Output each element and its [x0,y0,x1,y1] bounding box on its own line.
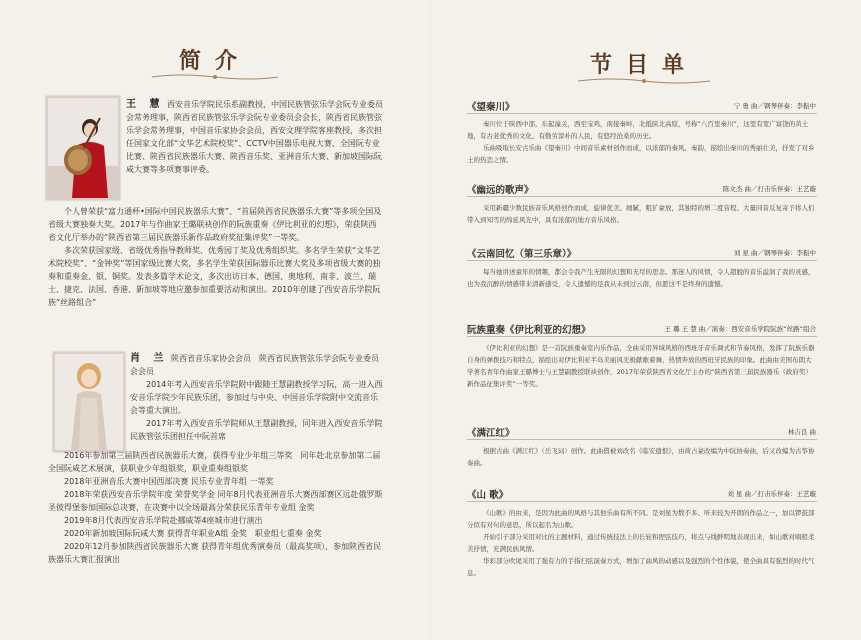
award-item: 2016年参加第三届陕西省民族器乐大赛，获得专业少年组三等奖 同年赴北京参加第二届全国阮咸艺术展演，获职业少年组银奖，职业重奏组银奖 [48,451,381,473]
desc-paragraph: 乐曲吸取长安古乐曲《望秦川》中间音乐素材创作而成，以浓郁的秦风、秦韵，描绘出秦川的秀丽壮美，抒发了对乡土的热恋之情。 [467,144,815,164]
program-item-desc [467,445,817,469]
award-item: 2020年12月参加陕西省民族器乐大赛 获得青年组优秀演奏员（最高奖项），参加陕西省民族器乐大赛汇报演出 [48,542,382,564]
divider [467,260,817,261]
program-item-credit: 宁 勇 曲／钢琴伴奏：李振中 [733,102,816,110]
award-item: 2020年新加坡国际阮咸大赛 获得青年职业A组 金奖 职业组七重奏 金奖 [64,529,322,538]
xiao-lan-bio-head [130,352,384,443]
xiao-lan-photo [53,352,125,452]
program-item-title: 《云南回忆（第三乐章）》 [467,249,577,260]
program-item-credit: 刘 星 曲／钢琴伴奏：李振中 [733,249,816,257]
desc-paragraph: 根据古曲《满江红》（岳飞词）创作。此曲借被刘改名《临安遗恨》，由荷占豪改编为中阮协奏曲，后又改编为古筝协奏曲。 [467,447,815,467]
wang-hui-name: 王 慧 [126,99,165,110]
program-item-desc [467,266,817,290]
program-item-credit: 陈文杰 曲／打击乐伴奏：王艺璇 [722,185,816,193]
award-item: 2019年8月代表西安音乐学院赴挪威等4座城市进行演出 [64,516,263,525]
divider [467,196,817,197]
desc-paragraph: 开始引子部分采用对比的主题材料，通过传统技法上的长轮和捏弦技巧，将点与线鲜明地表现出来，如山歌对唱般柔美抒情，充满民族风情。 [467,533,815,553]
award-item: 2018年荣获西安音乐学院年度 荣誉奖学金 同年8月代表亚洲音乐大赛西部赛区远赴俄罗斯圣彼得堡参加国际总决赛，在决赛中以全场最高分荣获民乐青年专业组 金奖 [48,490,383,512]
wang-hui-bio-body [48,205,384,309]
program-item-desc [467,342,817,390]
divider [467,501,817,502]
program-item-title: 《望秦川》 [467,102,515,113]
program-item-credit: 林吉良 曲 [787,428,816,436]
intro-heading: 简介 [178,48,251,74]
right-page [431,0,861,640]
program-item-title: 《满江红》 [467,428,515,439]
program-heading: 节目单 [589,52,698,78]
divider [467,439,817,440]
program-item-title: 《幽远的歌声》 [467,185,534,196]
program-item-credit: 王 璐 王 慧 曲／演奏：西安音乐学院阮族“丝路”组合 [664,325,816,333]
desc-paragraph: 秦川位于陕西中部，东起潼关，西至宝鸡，南接秦岭，北抵陕北高原，号称“八百里秦川”，这里有宽广富饶的黄土地，有古老优秀的文化，有勤劳淳朴的人民，有悠经沧桑的历史。 [467,120,809,140]
program-item-desc [467,202,817,226]
desc-paragraph: 《山歌》的由来，是因为此曲的风格与其他乐曲有所不同。是刘星为数不多、听来较为开朗的作品之一，加以锣鼓部分似有对句的意思，所以起名为山歌。 [467,509,815,529]
xiao-lan-bio-p3: 2017年考入西安音乐学院师从王慧副教授，同年进入西安音乐学院民族管弦乐团担任中阮首席 [130,419,383,441]
divider [467,336,817,337]
wang-hui-bio-p2: 个人曾荣获“富力通杯•国际中国民族器乐大赛”、“首届陕西省民族器乐大赛”等多项全国及省级大赛独奏大奖。2017年与作曲家王璐联袂创作的阮族重奏《伊比利亚的幻想》，荣获陕西省文化厅举办的“陕西省第三届民族器乐新作品政府奖征集评奖”一等奖。 [48,207,382,242]
left-page [0,0,430,640]
desc-paragraph: 《伊比利亚的幻想》是一首阮族重奏室内乐作品，全曲采用异域风格的西班牙音乐调式和节奏风格，发挥了阮族乐器自身的弹拨技巧和特点，描绘出对伊比利亚半岛美丽风光极献歌着舞，热情奔放的西班牙民族的印象。此曲由美国布朗大学著名青年作曲家王璐博士与王慧副教授联袂创作，2017年荣获陕西省文化厅主办的“陕西省第三届民族器乐（政府奖）新作品征集评奖”一等奖。 [467,344,815,388]
program-item-title: 《山 歌》 [467,490,509,501]
xiao-lan-awards [48,449,384,566]
desc-paragraph: 采用新疆少数民族音乐风格创作而成，旋律优美、细腻，粗犷豪放，其独特的增二度音程、大量同音反复寄予将人们带入到知雪的绵延风光中，具有浓郁的地方音乐风格。 [467,204,815,224]
award-item: 2018年亚洲音乐大赛中国西部决赛 民乐专业青年组 一等奖 [64,477,274,486]
divider [467,113,817,114]
program-item-credit: 刘 星 曲／打击乐伴奏：王艺璇 [727,490,816,498]
desc-paragraph: 华彩部分吹尾采用了强有力的手指扫弦演奏方式，增加了曲风的动感以及强烈的个性体貌，使全曲具有强烈的时代气息。 [467,557,815,577]
wang-hui-bio-p3: 多次荣获国家级、省级优秀指导教师奖、优秀园丁奖及优秀组织奖。多名学生荣获“文华艺术院校奖”、“金钟奖”等国家级比赛大奖，多名学生荣获国际器乐比赛大奖及多项省级大赛的独奏和重奏金、银、铜奖。发表多篇学术论文，多次出访日本、德国、奥地利、南非、波兰、瑞士、捷克、法国、香港、新加坡等地应邀参加重要活动和演出。2010年创建了西安音乐学院阮族“丝路组合” [48,246,381,307]
wang-hui-bio-p1: 西安音乐学院民乐系副教授，中国民族管弦乐学会阮专业委员会常务理事，陕西省民族管弦乐学会阮专业委员会会长，陕西省民族管弦乐学会常务理事，中国音乐家协会会员，西安文理学院客座教授，多次担任国家文化部“文华艺术院校奖”、CCTV中国器乐电视大赛、全国阮专业比赛、陕西省民族器乐大赛、陕西音乐奖、亚洲音乐大赛、新加坡国际阮咸大赛等多项赛事评委。 [126,100,384,174]
xiao-lan-bio-p2: 2014年考入西安音乐学院附中跟随王慧副教授学习阮，高一进入西安音乐学院少年民族乐团，参加过与中央、中国音乐学院附中交流音乐会等重大演出。 [130,380,383,415]
desc-paragraph: 每当她讲述童年的情趣，都会令我产生无限的幻想和无尽的思念。那迷人的风情，令人超脱的音乐溢润了我的灵感，也为我沉醉的情感带来清新感受，令人遗憾的是我从未到过云南，但愿这不是终身的遗憾。 [467,268,815,288]
program-item-title: 阮族重奏《伊比利亚的幻想》 [467,325,591,336]
wang-hui-photo [46,96,120,200]
xiao-lan-bio-p1: 陕西省音乐家协会会员 陕西省民族管弦乐学会阮专业委员会会员 [130,354,380,376]
program-item-desc [467,507,817,579]
intro-heading-ornament [150,72,280,82]
wang-hui-bio-head [126,98,384,176]
program-item-desc [467,118,817,166]
program-heading-ornament [576,76,712,86]
xiao-lan-name: 肖 兰 [130,353,169,364]
